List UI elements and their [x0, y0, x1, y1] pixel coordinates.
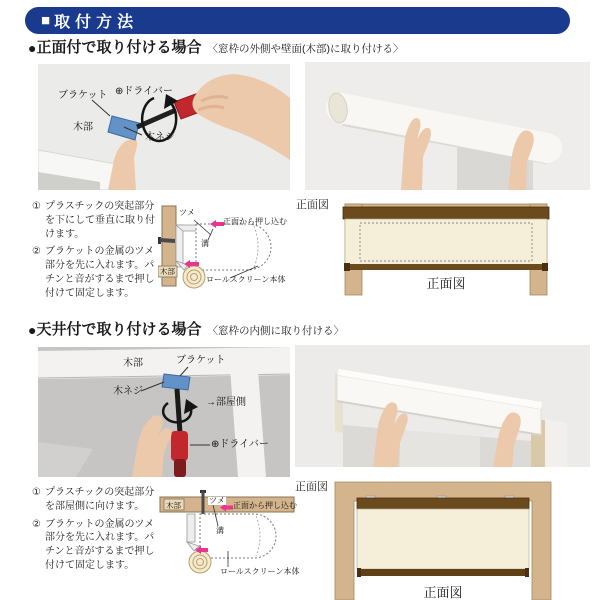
step-1 — [32, 486, 160, 514]
bracket-part — [162, 374, 190, 390]
groove-label: 溝 — [216, 526, 224, 535]
step-2-marker: ② — [32, 518, 41, 530]
diagram-caption-front-view: 正面図 — [426, 276, 466, 291]
screen-body-label: ロールスクリーン本体 — [206, 275, 286, 284]
bottom-bar-left-cap — [344, 263, 350, 271]
front-mount-heading — [28, 36, 403, 57]
bottom-bar-right-cap — [542, 263, 548, 271]
square-bullet-icon: ■ — [41, 12, 51, 29]
ceiling-mount-bracket-photo — [38, 347, 290, 477]
bottom-bar — [348, 264, 544, 270]
ceiling-mount-title: 天井付で取り付ける場合 — [36, 321, 202, 338]
page-title: 取付方法 — [54, 14, 139, 31]
screen-body-label: ロールスクリーン本体 — [220, 567, 300, 576]
frame-right-white — [545, 419, 567, 467]
step-2-text: ブラケットの金属のツメ部分を先に入れます。パチンと音がするまで押し付けて固定します。 — [45, 246, 155, 299]
photo-caption-front-view: 正面図 — [295, 481, 328, 493]
room-side-label: →部屋側 — [206, 397, 246, 408]
wood-label: 木部 — [160, 267, 175, 276]
bracket-side-view — [187, 514, 199, 551]
front-mount-side-diagram — [158, 198, 303, 313]
front-mount-bracket-photo — [38, 64, 290, 190]
screwdriver-label: ⊕ドライバー — [115, 86, 173, 97]
roller-head-bar — [343, 207, 549, 219]
circle-bullet-icon: ● — [28, 40, 37, 56]
bottom-bar-left-cap — [357, 568, 361, 577]
screen-fabric — [345, 219, 547, 265]
bottom-bar — [359, 569, 527, 576]
ceiling-mount-install-photo — [295, 345, 590, 467]
ceiling-mount-heading — [28, 318, 344, 339]
step-2 — [32, 518, 160, 573]
front-mount-steps — [32, 200, 160, 305]
screwdriver-label: ⊕ドライバー — [211, 439, 269, 450]
wood-label: 木部 — [123, 358, 143, 369]
roller-head-bar — [357, 498, 529, 509]
ceiling-mount-subtitle: 〈窓枠の内側に取り付ける〉 — [207, 325, 344, 337]
ceiling-roller-illustration — [295, 345, 590, 467]
ceiling-mount-side-diagram — [156, 489, 304, 600]
bottom-bar-right-cap — [525, 568, 529, 577]
diagram-caption-front-view: 正面図 — [423, 585, 463, 600]
screen-fabric — [357, 509, 529, 569]
circle-bullet-icon: ● — [28, 322, 37, 338]
rolled-screen-arcs — [183, 266, 205, 288]
wood-screw-label: 木ネジ — [113, 386, 143, 397]
wood-label: 木部 — [73, 122, 93, 133]
step-1-marker: ① — [32, 201, 41, 212]
front-mount-install-photo — [305, 62, 590, 190]
step-1 — [32, 200, 160, 241]
step-1-text: プラスチックの突起部分を下にして垂直に取り付けます。 — [45, 201, 155, 240]
ceiling-bracket-illustration — [38, 347, 290, 477]
groove-label: 溝 — [201, 239, 209, 248]
screen-body-outline — [200, 514, 276, 558]
bracket-label: ブラケット — [176, 355, 226, 366]
claw-label: ツメ — [179, 208, 195, 217]
ceiling-mount-steps — [32, 486, 160, 577]
section-header-bar — [25, 7, 570, 34]
step-2 — [32, 245, 160, 300]
step-2-marker: ② — [32, 246, 41, 258]
bracket-label: ブラケット — [58, 90, 108, 101]
step-1-text: プラスチックの突起部分を部屋側に向けます。 — [45, 487, 155, 512]
step-2-text: ブラケットの金属のツメ部分を先に入れます。パチンと音がするまで押し付けて固定します。 — [45, 518, 155, 571]
wood-label: 木部 — [166, 501, 181, 510]
front-mount-title: 正面付で取り付ける場合 — [36, 39, 202, 56]
rolled-screen-arcs — [189, 551, 211, 573]
front-mount-subtitle: 〈窓枠の外側や壁面(木部)に取り付ける〉 — [207, 43, 404, 55]
push-in-label: 正面から押し込む — [233, 501, 297, 510]
step-1-marker: ① — [32, 487, 41, 498]
push-in-label: 正面から押し込む — [223, 217, 287, 226]
claw-label: ツメ — [209, 496, 225, 505]
roller-mounting-illustration — [305, 62, 590, 190]
photo-caption-front-view: 正面図 — [296, 199, 329, 211]
wood-screw-label: 木ネジ — [145, 132, 175, 143]
